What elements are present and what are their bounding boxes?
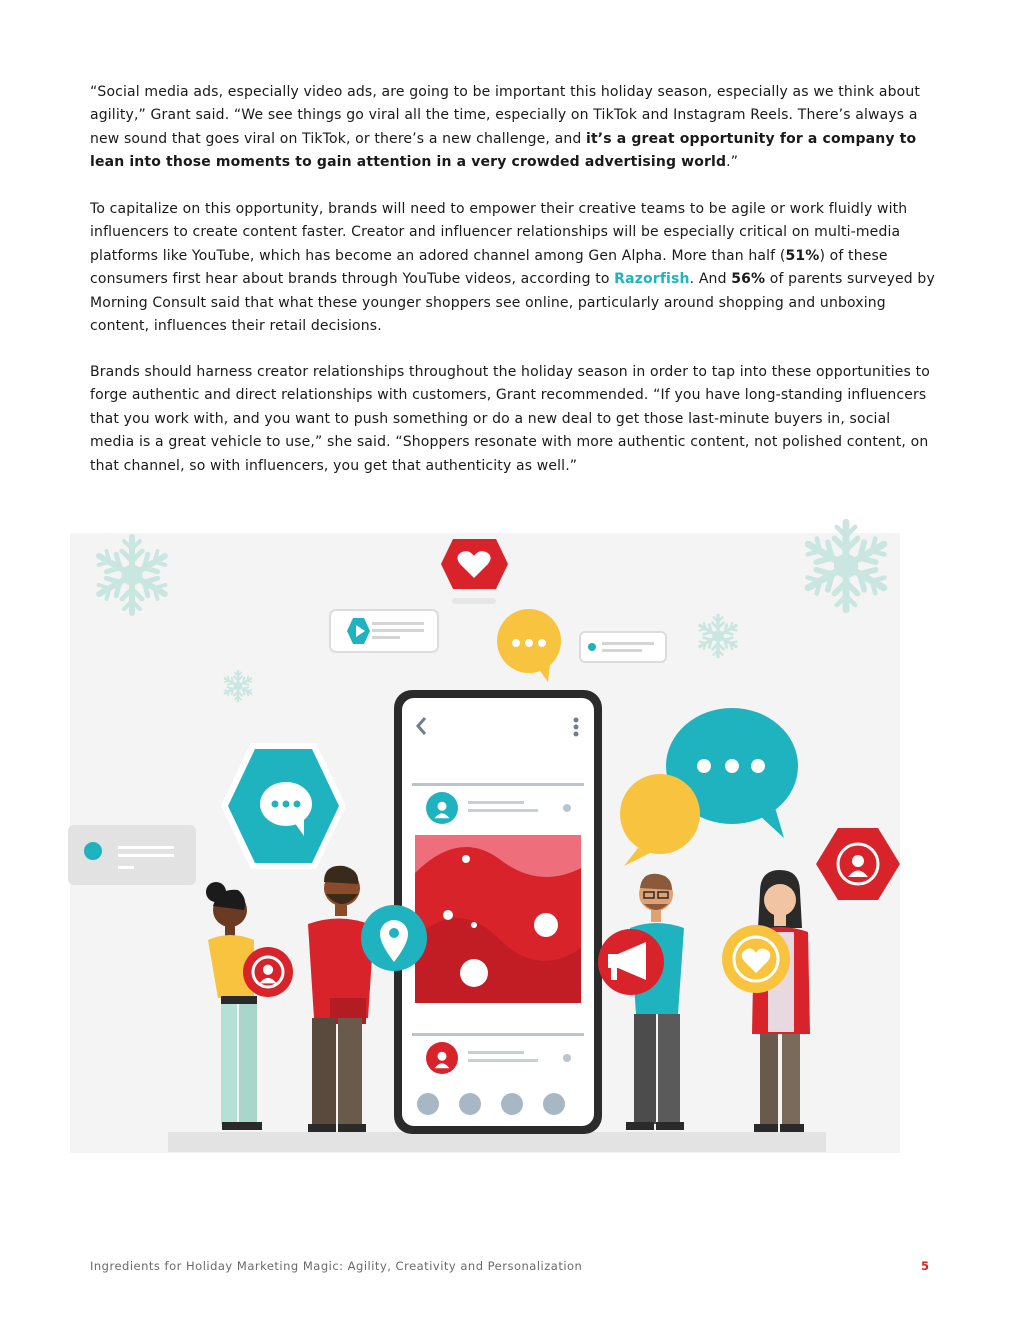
paragraph-2-text-d: of parents surveyed by Morning Consult said that what these younger shoppers see online, particularly around shopping and unboxing content, influences their retail decisions. bbox=[90, 271, 935, 335]
nav-dot bbox=[501, 1093, 523, 1115]
dot bbox=[283, 801, 290, 808]
dot bbox=[294, 801, 301, 808]
snow-dot bbox=[471, 922, 477, 928]
text-line bbox=[372, 622, 424, 625]
text-line bbox=[468, 1059, 538, 1062]
dot bbox=[697, 759, 711, 773]
ground-strip bbox=[168, 1132, 826, 1152]
dot bbox=[538, 639, 546, 647]
social-media-influencers-illustration bbox=[68, 518, 908, 1158]
avatar-dot bbox=[84, 842, 102, 860]
dot bbox=[563, 804, 571, 812]
divider bbox=[412, 1033, 584, 1036]
dot bbox=[725, 759, 739, 773]
footer-title: Ingredients for Holiday Marketing Magic: Agility, Creativity and Personalization bbox=[90, 1259, 583, 1273]
paragraph-1-bold: it’s a great opportunity for a company to lean into those moments to gain attention in a very crowded advertising world bbox=[90, 130, 917, 171]
text-line bbox=[602, 642, 654, 645]
paragraph-2-text-c: . And bbox=[689, 271, 732, 288]
text-line bbox=[468, 1051, 524, 1054]
dot bbox=[563, 1054, 571, 1062]
chat-bubble-icon bbox=[620, 774, 700, 854]
paragraph-2-text-b: ) of these consumers first hear about brands through YouTube videos, according to bbox=[90, 247, 888, 288]
pin-hole bbox=[389, 928, 399, 938]
paragraph-1-text: “Social media ads, especially video ads, are going to be important this holiday season, especially as we think about agility,” Grant said. “We see things go viral all the time, especially on TikTok and Instagram Reels. There’s always a new sound that goes viral on TikTok, or there’s a new challenge, and bbox=[90, 84, 921, 147]
page-number: 5 bbox=[920, 1259, 929, 1273]
dot bbox=[751, 759, 765, 773]
text-line bbox=[602, 649, 642, 652]
shadow-bar bbox=[452, 598, 496, 604]
menu-dot bbox=[574, 718, 579, 723]
paragraph-1-end: .” bbox=[726, 154, 739, 171]
menu-dot bbox=[574, 732, 579, 737]
snow-dot bbox=[462, 855, 470, 863]
paragraph-3 bbox=[90, 361, 935, 478]
paragraph-2 bbox=[90, 198, 935, 338]
dot bbox=[272, 801, 279, 808]
snow-dot bbox=[460, 959, 488, 987]
paragraph-2-text-a: To capitalize on this opportunity, brands will need to empower their creative teams to be agile or work fluidly with influencers to create content faster. Creator and influencer relationships will be especially critical on multi-media platforms like YouTube, which has become an adored channel among Gen Alpha. More than half ( bbox=[90, 201, 908, 264]
paragraph-3-text: Brands should harness creator relationships throughout the holiday season in order to tap into these opportunities to forge authentic and direct relationships with customers, Grant recommended. “If you have long-standing influencers that you work with, and you want to push something or do a new deal to get those last-minute buyers in, social media is a great vehicle to use,” she said. “Shoppers resonate with more authentic content, not polished content, on that channel, so with influencers, you get that authenticity as well.” bbox=[90, 364, 930, 474]
text-line bbox=[468, 809, 538, 812]
text-line bbox=[118, 866, 134, 869]
nav-dot bbox=[459, 1093, 481, 1115]
divider bbox=[412, 783, 584, 786]
snow-dot bbox=[443, 910, 453, 920]
stat-51-percent: 51% bbox=[785, 247, 820, 264]
snow-dot bbox=[534, 913, 558, 937]
text-line bbox=[118, 846, 174, 849]
razorfish-link[interactable]: Razorfish bbox=[614, 271, 690, 288]
dot bbox=[525, 639, 533, 647]
nav-dot bbox=[417, 1093, 439, 1115]
avatar-dot bbox=[588, 643, 596, 651]
text-line bbox=[118, 854, 174, 857]
text-line bbox=[372, 629, 424, 632]
text-line bbox=[468, 801, 524, 804]
paragraph-1 bbox=[90, 81, 935, 175]
menu-dot bbox=[574, 725, 579, 730]
text-line bbox=[372, 636, 400, 639]
nav-dot bbox=[543, 1093, 565, 1115]
stat-56-percent: 56% bbox=[731, 271, 766, 288]
dot bbox=[512, 639, 520, 647]
